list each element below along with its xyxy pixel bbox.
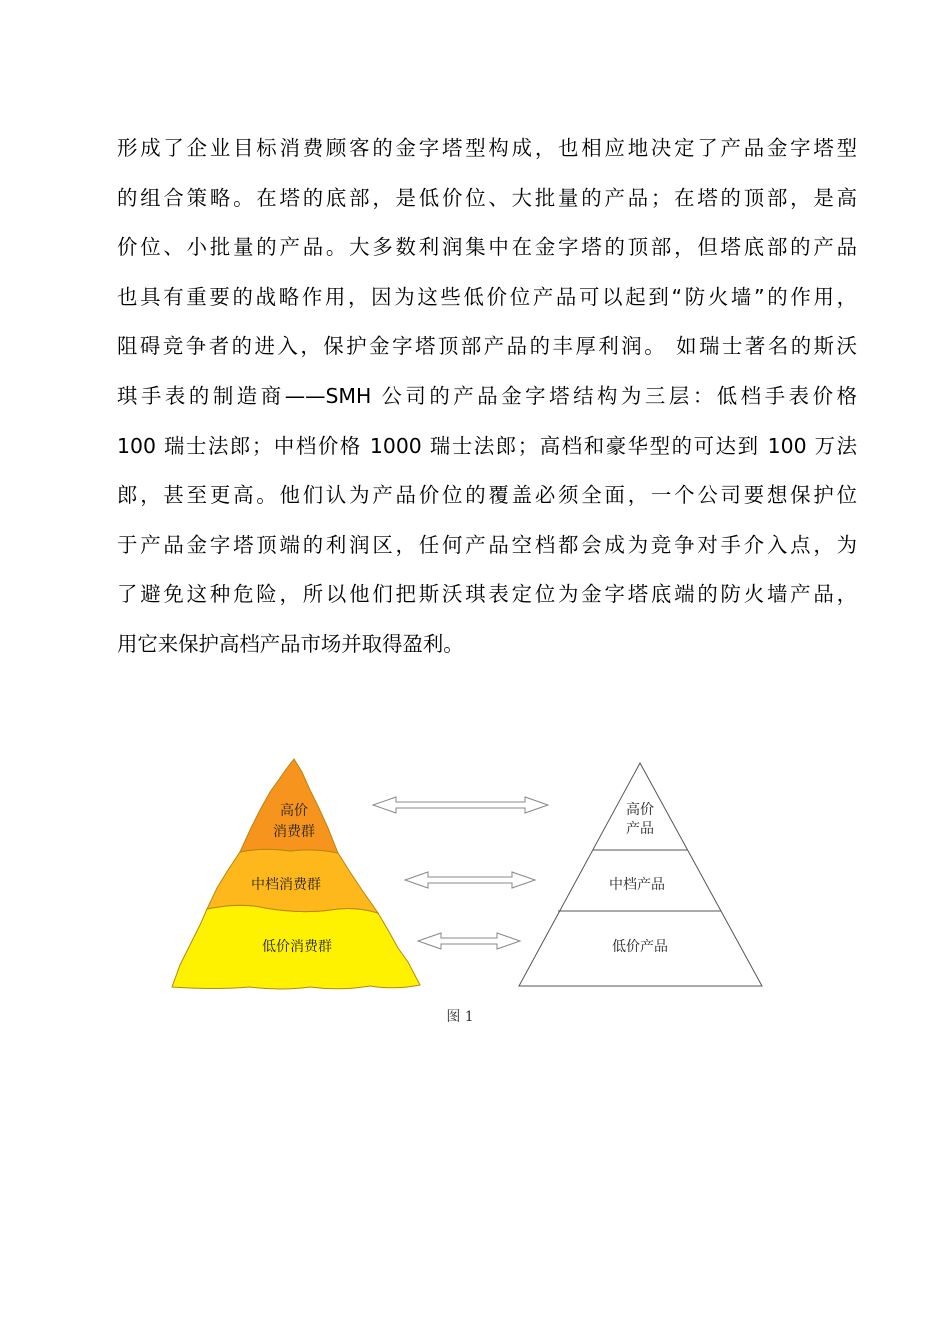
paragraph-line: 也具有重要的战略作用，因为这些低价位产品可以起到“防火墙”的作用， [117, 284, 857, 309]
product-middle-label: 中档产品 [609, 877, 665, 893]
paragraph-line: 的组合策略。在塔的底部，是低价位、大批量的产品；在塔的顶部，是高 [117, 185, 857, 210]
product-bottom-label: 低价产品 [612, 939, 668, 955]
product-top-label-line2: 产品 [626, 821, 654, 837]
paragraph-line: 了避免这种危险，所以他们把斯沃琪表定位为金字塔底端的防火墙产品， [117, 582, 857, 607]
paragraph-line: 琪手表的制造商——SMH 公司的产品金字塔结构为三层：低档手表价格 [117, 383, 857, 408]
consumer-bottom-label: 低价消费群 [262, 939, 332, 955]
paragraph-line: 形成了企业目标消费顾客的金字塔型构成，也相应地决定了产品金字塔型 [117, 136, 857, 160]
paragraph-line: 阻碍竞争者的进入，保护金字塔顶部产品的丰厚利润。 如瑞士著名的斯沃 [117, 334, 857, 359]
product-pyramid [519, 763, 762, 986]
figure-caption: 图 1 [446, 1009, 474, 1025]
arrows [373, 797, 548, 949]
paragraph-line: 100 瑞士法郎；中档价格 1000 瑞士法郎；高档和豪华型的可达到 100 万法 [117, 433, 857, 458]
consumer-top-label-line1: 高价 [280, 803, 308, 819]
paragraph-line: 用它来保护高档产品市场并取得盈利。 [117, 631, 464, 656]
paragraph-line: 价位、小批量的产品。大多数利润集中在金字塔的顶部，但塔底部的产品 [117, 235, 857, 260]
consumer-middle-label: 中档消费群 [251, 877, 321, 893]
paragraph-line: 于产品金字塔顶端的利润区，任何产品空档都会成为竞争对手介入点，为 [117, 532, 857, 557]
double-arrow-icon [405, 872, 535, 888]
product-top-label-line1: 高价 [626, 802, 654, 818]
double-arrow-icon [418, 933, 520, 949]
consumer-top-label-line2: 消费群 [273, 824, 315, 840]
consumer-pyramid [172, 759, 420, 989]
double-arrow-icon [373, 797, 548, 813]
paragraph-line: 郎，甚至更高。他们认为产品价位的覆盖必须全面，一个公司要想保护位 [117, 483, 857, 508]
